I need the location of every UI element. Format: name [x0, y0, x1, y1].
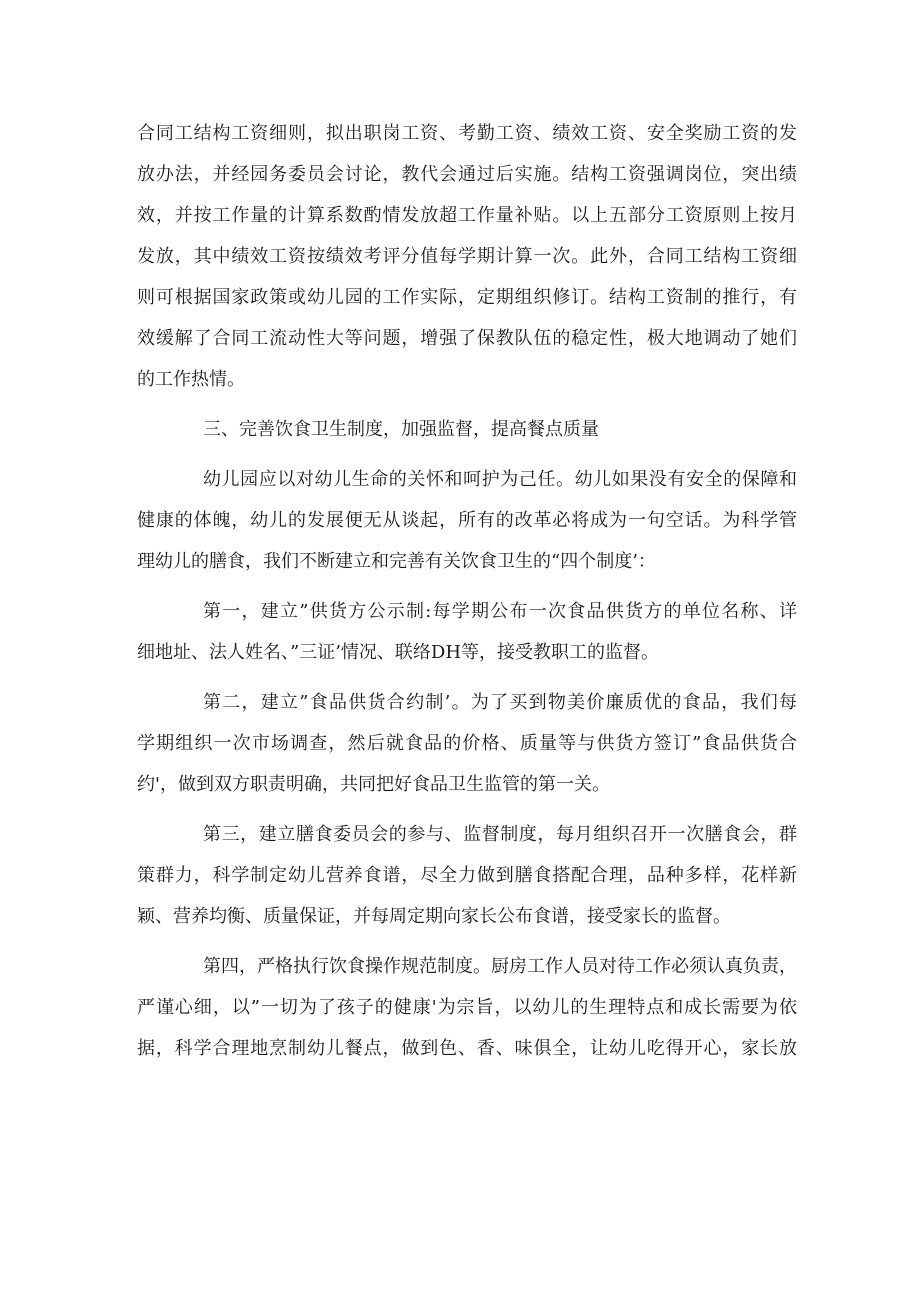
- text-line: 策群力，科学制定幼儿营养食谱，尽全力做到膳食搭配合理，品种多样，花样新: [137, 865, 797, 886]
- paragraph-first: [137, 591, 797, 673]
- text-line: 健康的体魄，幼儿的发展便无从谈起，所有的改革必将成为一句空话。为科学管: [137, 510, 797, 531]
- text-line: 则可根据国家政策或幼儿园的工作实际，定期组织修订。结构工资制的推行，有: [137, 287, 797, 308]
- text-line: 效，并按工作量的计算系数酌情发放超工作量补贴。以上五部分工资原则上按月: [137, 205, 797, 226]
- text-line: 第三，建立膳食委员会的参与、监督制度，每月组织召开一次膳食会，群: [203, 824, 797, 845]
- section-heading: 三、完善饮食卫生制度，加强监督，提高餐点质量: [203, 419, 599, 440]
- text-line: 学期组织一次市场调查，然后就食品的价格、质量等与供货方签订”食品供货合: [137, 733, 797, 754]
- text-line: 第一，建立”供货方公示制:每学期公布一次食品供货方的单位名称、详: [203, 601, 797, 622]
- text-line: 效缓解了合同工流动性大等问题，增强了保教队伍的稳定性，极大地调动了她们: [137, 328, 797, 349]
- paragraph-fourth: [137, 946, 797, 1069]
- text-line: 幼儿园应以对幼儿生命的关怀和呵护为己任。幼儿如果没有安全的保障和: [203, 469, 797, 490]
- document-page: [137, 113, 797, 1069]
- text-line: 约'，做到双方职责明确，共同把好食品卫生监管的第一关。: [137, 774, 610, 795]
- text-line: 细地址、法人姓名、”三证’情况、联络DH等，接受教职工的监督。: [137, 642, 660, 663]
- text-line: 的工作热情。: [137, 369, 245, 390]
- paragraph-second: [137, 682, 797, 805]
- paragraph-contract-wage: [137, 113, 797, 400]
- text-line: 第四，严格执行饮食操作规范制度。厨房工作人员对待工作必须认真负责，: [203, 956, 797, 977]
- text-line: 发放，其中绩效工资按绩效考评分值每学期计算一次。此外，合同工结构工资细: [137, 246, 797, 267]
- text-line: 第二，建立”食品供货合约制’。为了买到物美价廉质优的食品，我们每: [203, 692, 797, 713]
- paragraph-third: [137, 814, 797, 937]
- text-line: 颖、营养均衡、质量保证，并每周定期向家长公布食谱，接受家长的监督。: [137, 906, 731, 927]
- paragraph-intro: [137, 459, 797, 582]
- text-line: 理幼儿的膳食，我们不断建立和完善有关饮食卫生的“四个制度’：: [137, 551, 656, 572]
- text-line: 放办法，并经园务委员会讨论，教代会通过后实施。结构工资强调岗位，突出绩: [137, 164, 797, 185]
- text-line: 严谨心细，以”一切为了孩子的健康'为宗旨，以幼儿的生理特点和成长需要为依: [137, 997, 797, 1018]
- text-line: 合同工结构工资细则，拟出职岗工资、考勤工资、绩效工资、安全奖励工资的发: [137, 123, 797, 144]
- section-heading-3: [137, 409, 797, 450]
- text-line: 据，科学合理地烹制幼儿餐点，做到色、香、味俱全，让幼儿吃得开心，家长放: [137, 1038, 797, 1059]
